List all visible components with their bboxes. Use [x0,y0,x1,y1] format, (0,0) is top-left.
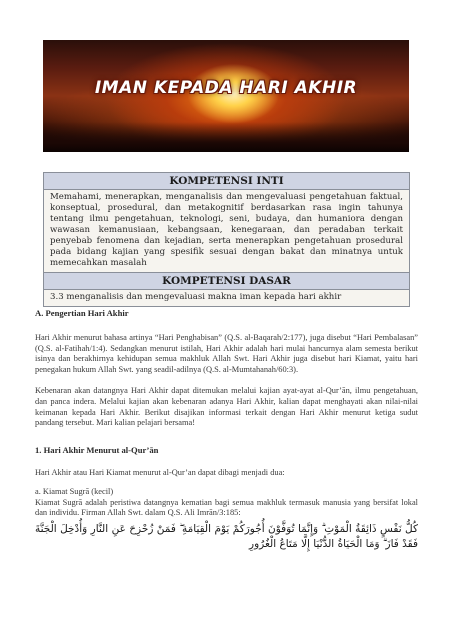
section-1-intro: Hari Akhir atau Hari Kiamat menurut al-Qur’an dapat dibagi menjadi dua: [35,467,285,477]
section-a-paragraph-1: Hari Akhir menurut bahasa artinya “Hari Penghabisan” (Q.S. al-Baqarah/2:177), juga disebut “Hari Pembalasan” (Q.S. al-Fatihah/1:4). Sedangkan menurut istilah, Hari Akhir adalah hari mulai hancurnya alam semesta berikut isinya dan berakhirnya kehidupan semua makhluk Allah Swt. Hari Akhir juga disebut hari Kiamat, yaitu hari penegakan hukum Allah Swt. yang seadil-adilnya (Q.S. al-Mumtahanah/60:3). [35,332,418,375]
banner-ground-silhouette [43,122,409,152]
kiamat-sugra-text: Kiamat Sugrā adalah peristiwa datangnya kematian bagi semua makhluk termasuk manusia yang bersifat lokal dan individu. Firman Allah Swt. dalam Q.S. Ali Imrān/3:185: [35,497,418,518]
chapter-title: IMAN KEPADA HARI AKHIR [94,78,358,98]
kompetensi-inti-text: Memahami, menerapkan, menganalisis dan mengevaluasi pengetahuan faktual, konseptual, prosedural, dan metakognitif berdasarkan rasa ingin tahunya tentang ilmu pengetahuan, teknologi, seni, budaya, dan humaniora dengan wawasan kemanusiaan, kebangsaan, kenegaraan, dan peradaban terkait penyebab fenomena dan kejadian, serta menerapkan pengetahuan prosedural pada bidang kajian yang spesifik sesuai dengan bakat dan minatnya untuk memecahkan masalah [50,192,403,268]
kompetensi-dasar-cell [44,290,409,306]
quran-verse-ali-imran-185: كُلُّ نَفْسٍ ذَائِقَةُ الْمَوْتِ ۗ وَإِنَّمَا تُوَفَّوْنَ أُجُورَكُمْ يَوْمَ الْقِيَامَةِ ۖ فَمَنْ زُحْزِحَ عَنِ النَّارِ وَأُدْخِلَ الْجَنَّةَ فَقَدْ فَازَ ۗ وَمَا الْحَيَاةُ الدُّنْيَا إِلَّا مَتَاعُ الْغُرُورِ [35,523,418,551]
kompetensi-dasar-text: 3.3 menganalisis dan mengevaluasi makna iman kepada hari akhir [50,292,342,302]
section-1-heading: 1. Hari Akhir Menurut al-Qur’ān [35,445,159,456]
chapter-banner [43,40,409,152]
kompetensi-table [43,172,410,307]
kompetensi-dasar-heading: KOMPETENSI DASAR [44,273,409,290]
kompetensi-inti-cell [44,190,409,273]
section-a-heading: A. Pengertian Hari Akhir [35,308,129,318]
section-a-paragraph-2: Kebenaran akan datangnya Hari Akhir dapat ditemukan melalui kajian ayat-ayat al-Qur’ān, ilmu pengetahuan, dan panca indera. Melalui kajian akan kebenaran adanya Hari Akhir, kalian dapat menghayati akan nilai-nilai keimanan kepada Hari Akhir. Berikut disajikan informasi terkait dengan Hari Akhir menurut ketiga sudut pandang tersebut. Mari kalian pelajari bersama! [35,385,418,428]
kompetensi-inti-heading: KOMPETENSI INTI [44,173,409,190]
kiamat-sugra-heading: a. Kiamat Sugrā (kecil) [35,486,114,496]
main-content [35,308,418,552]
